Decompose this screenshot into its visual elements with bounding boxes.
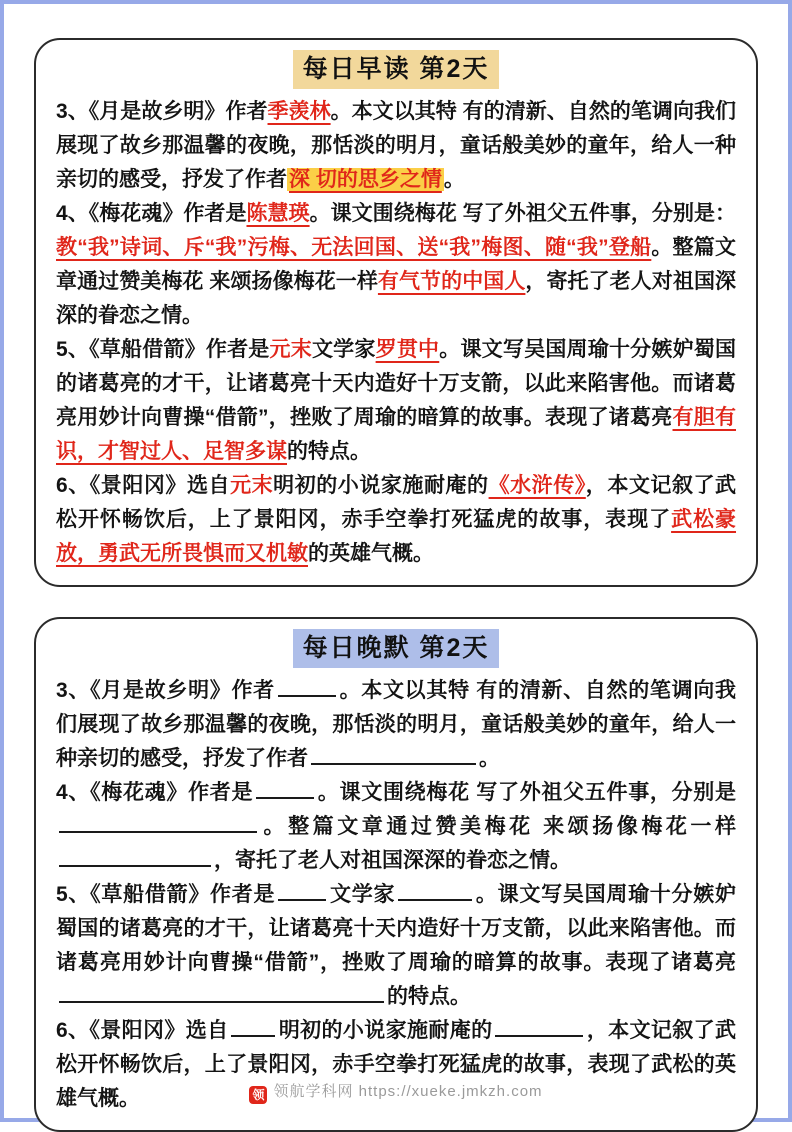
answer-text-segment: 陈慧瑛 bbox=[246, 202, 310, 225]
text-segment: 明初的小说家施耐庵的 bbox=[273, 474, 489, 497]
fill-in-blank[interactable] bbox=[59, 984, 384, 1003]
answer-text-segment: 教“我”诗词、斥“我”污梅、无法回国、送“我”梅图、随“我”登船 bbox=[56, 236, 652, 259]
text-segment: 。本文以其特 有的清新、自然的笔调向我们展现了故乡那温馨的夜晚，那恬淡的明月，童话般美妙的童年，给人一种亲切的感受，抒发了作者 bbox=[56, 679, 736, 770]
evening-dictation-item-4 bbox=[56, 776, 736, 878]
evening-dictation-card bbox=[34, 617, 758, 1132]
morning-reading-item-4 bbox=[56, 197, 736, 333]
text-segment: 明初的小说家施耐庵的 bbox=[278, 1019, 493, 1042]
fill-in-blank[interactable] bbox=[311, 746, 476, 765]
site-logo-icon: 领 bbox=[249, 1086, 267, 1104]
text-segment: 。 bbox=[443, 168, 465, 191]
text-segment: 3、《月是故乡明》作者 bbox=[56, 679, 275, 702]
text-segment: 的英雄气概。 bbox=[56, 1053, 737, 1110]
text-segment: 。整篇文章通过赞美梅花 来颂扬像梅花一样 bbox=[56, 236, 736, 293]
morning-reading-item-5 bbox=[56, 333, 736, 469]
text-segment: ，本文记叙了武松开怀畅饮后，上了景阳冈，赤手空拳打死猛虎的故事，表现了武松 bbox=[56, 1019, 736, 1076]
morning-section-title: 每日早读 第2天 bbox=[293, 50, 500, 89]
text-segment: 4、《梅花魂》作者是 bbox=[56, 781, 254, 804]
text-segment: ，寄托了老人对祖国深深的眷恋之情。 bbox=[56, 270, 737, 327]
text-segment: 。 bbox=[479, 747, 500, 770]
fill-in-blank[interactable] bbox=[59, 814, 257, 833]
answer-text-segment: 武松豪放，勇武无所畏惧而又机敏 bbox=[56, 508, 737, 565]
text-segment: 。课文写吴国周瑜十分嫉妒蜀国的诸葛亮的才干，让诸葛亮十天内造好十万支箭，以此来陷害他。而诸葛亮用妙计向曹操“借箭”，挫败了周瑜的暗算的故事。表现了诸葛亮 bbox=[56, 883, 737, 974]
fill-in-blank[interactable] bbox=[278, 678, 336, 697]
morning-reading-card bbox=[34, 38, 758, 587]
text-segment: ，本文记叙了武松开怀畅饮后，上了景阳冈，赤手空拳打死猛虎的故事，表现了 bbox=[56, 474, 737, 531]
morning-section-body bbox=[56, 95, 736, 571]
text-segment: 文学家 bbox=[329, 883, 396, 906]
text-segment: 4、《梅花魂》作者是 bbox=[56, 202, 247, 225]
text-segment: 。课文围绕梅花 写了外祖父五件事，分别是 bbox=[317, 781, 736, 804]
text-segment: 的特点。 bbox=[387, 985, 471, 1008]
evening-section-title: 每日晚默 第2天 bbox=[293, 629, 500, 668]
answer-text-segment: 《水浒传》 bbox=[488, 474, 586, 497]
text-segment: 。本文以其特 有的清新、自然的笔调向我们展现了故乡那温馨的夜晚，那恬淡的明月，童话般美妙的童年，给人一种亲切的感受，抒发了作者 bbox=[56, 100, 737, 191]
text-segment: 3、《月是故乡明》作者 bbox=[56, 100, 268, 123]
answer-text-segment: 元末 bbox=[230, 474, 274, 497]
evening-title-row bbox=[56, 629, 736, 668]
evening-dictation-item-5 bbox=[56, 878, 736, 1014]
fill-in-blank[interactable] bbox=[495, 1018, 583, 1037]
text-segment: 5、《草船借箭》作者是 bbox=[56, 338, 270, 361]
fill-in-blank[interactable] bbox=[59, 848, 211, 867]
answer-text-segment: 季羡林 bbox=[267, 100, 331, 123]
answer-text-segment: 罗贯中 bbox=[375, 338, 440, 361]
morning-reading-item-3 bbox=[56, 95, 736, 197]
evening-section-body bbox=[56, 674, 736, 1116]
watermark-footer bbox=[4, 1080, 788, 1104]
morning-reading-item-6 bbox=[56, 469, 736, 571]
fill-in-blank[interactable] bbox=[231, 1018, 275, 1037]
answer-text-segment: 有气节的中国人 bbox=[377, 270, 526, 293]
text-segment: 。课文围绕梅花 写了外祖父五件事，分别是： bbox=[309, 202, 736, 225]
evening-dictation-item-3 bbox=[56, 674, 736, 776]
answer-text-segment: 深 切的思乡之情 bbox=[289, 168, 442, 191]
text-segment: 6、《景阳冈》选自 bbox=[56, 1019, 229, 1042]
fill-in-blank[interactable] bbox=[256, 780, 314, 799]
text-segment: 的英雄气概。 bbox=[308, 542, 434, 565]
fill-in-blank[interactable] bbox=[278, 882, 326, 901]
text-segment: 的特点。 bbox=[287, 440, 371, 463]
fill-in-blank[interactable] bbox=[398, 882, 472, 901]
text-segment: 6、《景阳冈》选自 bbox=[56, 474, 231, 497]
answer-text-segment: 有胆有识，才智过人、足智多谋 bbox=[56, 406, 736, 463]
text-segment: ，寄托了老人对祖国深深的眷恋之情。 bbox=[214, 849, 571, 872]
watermark-text: 领航学科网 https://xueke.jmkzh.com bbox=[273, 1083, 543, 1100]
text-segment: 。整篇文章通过赞美梅花 来颂扬像梅花一样 bbox=[260, 815, 736, 838]
answer-text-segment: 元末 bbox=[269, 338, 312, 361]
text-segment: 。课文写吴国周瑜十分嫉妒蜀国的诸葛亮的才干，让诸葛亮十天内造好十万支箭，以此来陷害他。而诸葛亮用妙计向曹操“借箭”，挫败了周瑜的暗算的故事。表现了诸葛亮 bbox=[56, 338, 737, 429]
text-segment: 文学家 bbox=[311, 338, 376, 361]
morning-title-row bbox=[56, 50, 736, 89]
text-segment: 5、《草船借箭》作者是 bbox=[56, 883, 276, 906]
